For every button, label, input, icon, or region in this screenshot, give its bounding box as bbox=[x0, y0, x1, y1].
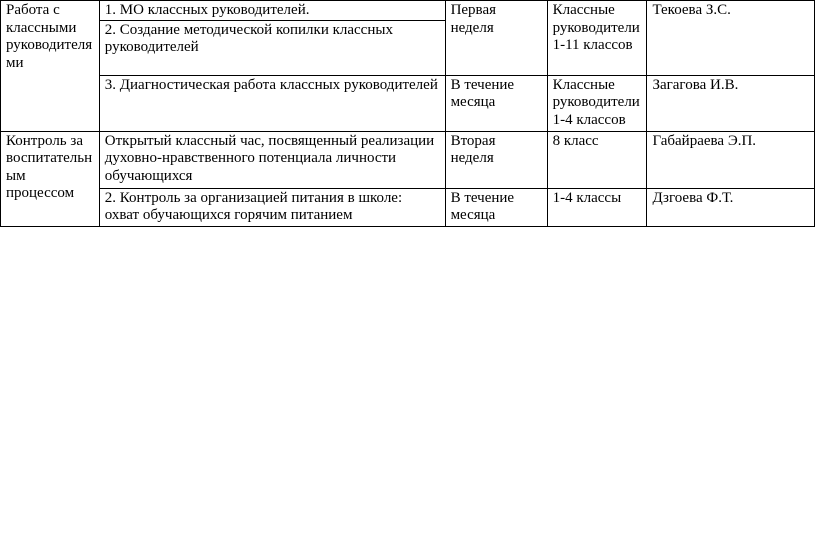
activity-cell: 3. Диагностическая работа классных руководителей bbox=[99, 75, 445, 131]
table-row bbox=[1, 131, 815, 188]
table-row bbox=[1, 75, 815, 131]
activity-cell: 2. Создание методической копилки классных руководителей bbox=[99, 20, 445, 75]
period-cell: Первая неделя bbox=[445, 1, 547, 76]
activity-cell: Открытый классный час, посвященный реализации духовно-нравственного потенциала личности обучающихся bbox=[99, 131, 445, 188]
responsible-cell: Текоева З.С. bbox=[647, 1, 815, 76]
participants-cell: 1-4 классы bbox=[547, 188, 647, 226]
period-cell: Вторая неделя bbox=[445, 131, 547, 188]
table-row bbox=[1, 188, 815, 226]
table-row bbox=[1, 1, 815, 21]
participants-cell: Классные руководители 1-4 классов bbox=[547, 75, 647, 131]
responsible-cell: Загагова И.В. bbox=[647, 75, 815, 131]
activity-cell: 1. МО классных руководителей. bbox=[99, 1, 445, 21]
participants-cell: 8 класс bbox=[547, 131, 647, 188]
section-cell: Контроль за воспитательным процессом bbox=[1, 131, 100, 226]
activity-cell: 2. Контроль за организацией питания в школе: охват обучающихся горячим питанием bbox=[99, 188, 445, 226]
period-cell: В течение месяца bbox=[445, 75, 547, 131]
section-cell: Работа с классными руководителями bbox=[1, 1, 100, 132]
plan-table bbox=[0, 0, 815, 227]
period-cell: В течение месяца bbox=[445, 188, 547, 226]
responsible-cell: Дзгоева Ф.Т. bbox=[647, 188, 815, 226]
responsible-cell: Габайраева Э.П. bbox=[647, 131, 815, 188]
participants-cell: Классные руководители 1-11 классов bbox=[547, 1, 647, 76]
